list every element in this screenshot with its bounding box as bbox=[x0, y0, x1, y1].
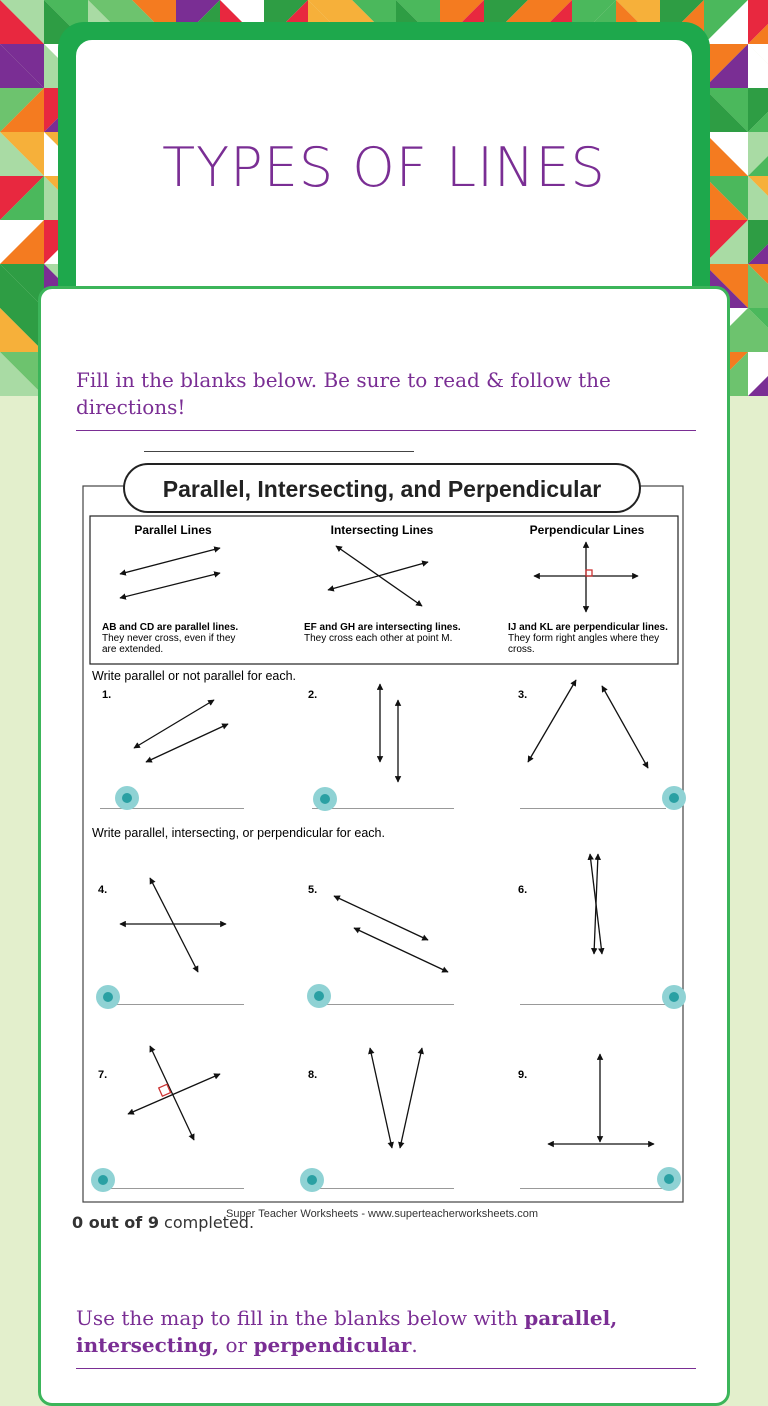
answer-blank-5[interactable] bbox=[307, 984, 331, 1008]
problem-number-8: 8. bbox=[308, 1069, 318, 1081]
answer-line-8 bbox=[312, 1188, 454, 1189]
answer-line-6 bbox=[520, 1004, 666, 1005]
part1-instruction: Write parallel or not parallel for each. bbox=[92, 669, 297, 683]
part2-instruction: Write parallel, intersecting, or perpendicular for each. bbox=[92, 826, 385, 840]
answer-line-9 bbox=[520, 1188, 666, 1189]
answer-blank-1[interactable] bbox=[115, 786, 139, 810]
answer-line-5 bbox=[312, 1004, 454, 1005]
answer-blank-9[interactable] bbox=[657, 1167, 681, 1191]
section1-divider bbox=[76, 430, 696, 431]
answer-blank-6[interactable] bbox=[662, 985, 686, 1009]
answer-blank-7[interactable] bbox=[91, 1168, 115, 1192]
problem-number-1: 1. bbox=[102, 689, 112, 701]
def-perpendicular-line1: IJ and KL are perpendicular lines. bbox=[508, 622, 668, 633]
def-heading-parallel: Parallel Lines bbox=[134, 523, 212, 537]
section2-end: . bbox=[411, 1333, 418, 1357]
def-parallel-line1: AB and CD are parallel lines. bbox=[102, 622, 239, 633]
def-parallel-line2: They never cross, even if they bbox=[102, 633, 236, 644]
problem-number-2: 2. bbox=[308, 689, 318, 701]
page-title: TYPES OF LINES bbox=[162, 136, 606, 199]
answer-line-2 bbox=[312, 808, 454, 809]
progress-status bbox=[72, 1213, 254, 1232]
problem-number-4: 4. bbox=[98, 884, 108, 896]
answer-line-7 bbox=[100, 1188, 244, 1189]
worksheet-image bbox=[82, 462, 686, 1220]
answer-blank-2[interactable] bbox=[313, 787, 337, 811]
progress-suffix: completed. bbox=[158, 1213, 255, 1232]
section2-prefix: Use the map to fill in the blanks below with bbox=[76, 1306, 525, 1330]
worksheet-footer: Super Teacher Worksheets - www.superteacherworksheets.com bbox=[225, 1208, 539, 1220]
progress-count: 0 out of 9 bbox=[72, 1213, 159, 1232]
section2-divider bbox=[76, 1368, 696, 1369]
section2-instruction bbox=[76, 1305, 696, 1359]
def-intersecting-line2: They cross each other at point M. bbox=[304, 633, 453, 644]
section2-word-parallel-intersecting: parallel, intersecting, bbox=[76, 1306, 618, 1357]
answer-line-4 bbox=[100, 1004, 244, 1005]
problem-number-6: 6. bbox=[518, 884, 528, 896]
def-heading-intersecting: Intersecting Lines bbox=[330, 523, 434, 537]
answer-blank-3[interactable] bbox=[662, 786, 686, 810]
def-parallel-line3: are extended. bbox=[102, 644, 164, 655]
problem-number-7: 7. bbox=[98, 1069, 108, 1081]
problem-number-3: 3. bbox=[518, 689, 528, 701]
name-line bbox=[144, 451, 414, 452]
problem-number-5: 5. bbox=[308, 884, 318, 896]
problem-number-9: 9. bbox=[518, 1069, 528, 1081]
section2-mid: or bbox=[219, 1333, 254, 1357]
answer-line-3 bbox=[520, 808, 666, 809]
def-heading-perpendicular: Perpendicular Lines bbox=[529, 523, 645, 537]
def-perpendicular-line3: cross. bbox=[508, 644, 535, 655]
answer-blank-4[interactable] bbox=[96, 985, 120, 1009]
answer-blank-8[interactable] bbox=[300, 1168, 324, 1192]
section1-instruction: Fill in the blanks below. Be sure to read & follow the directions! bbox=[76, 368, 611, 419]
def-intersecting-line1: EF and GH are intersecting lines. bbox=[304, 622, 461, 633]
section2-word-perpendicular: perpendicular bbox=[253, 1333, 412, 1357]
worksheet-title: Parallel, Intersecting, and Perpendicular bbox=[162, 476, 602, 502]
def-perpendicular-line2: They form right angles where they bbox=[508, 633, 660, 644]
